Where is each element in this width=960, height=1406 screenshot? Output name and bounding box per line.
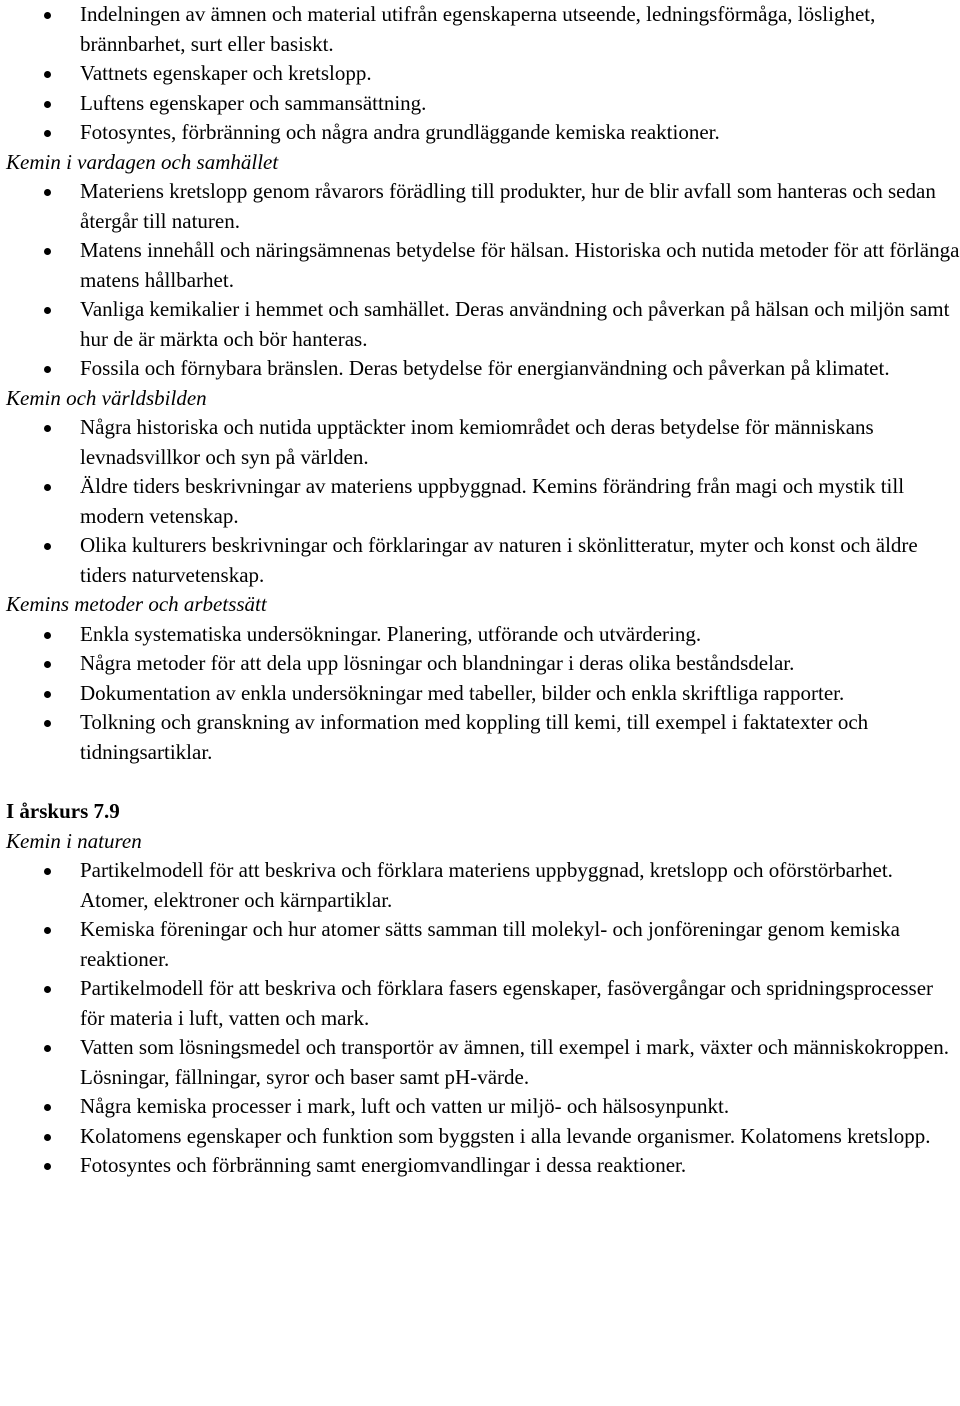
list-item-text: Tolkning och granskning av information med koppling till kemi, till exempel i faktatexter och tidningsartiklar.: [80, 710, 869, 764]
list-item: [6, 0, 960, 59]
bullet-icon: [44, 101, 51, 108]
list-item: [6, 708, 960, 767]
bullet-icon: [44, 484, 51, 491]
section-heading: Kemin i vardagen och samhället: [6, 149, 279, 174]
section-heading: Kemins metoder och arbetssätt: [6, 592, 267, 616]
bullet-icon: [44, 71, 51, 78]
list-item: [6, 472, 960, 531]
bullet-icon: [44, 632, 51, 639]
list-item-text: Fossila och förnybara bränslen. Deras betydelse för energianvändning och påverkan på klimatet.: [80, 356, 890, 380]
list-item-text: Äldre tiders beskrivningar av materiens uppbyggnad. Kemins förändring från magi och mystik till modern vetenskap.: [80, 474, 905, 528]
list-item-text: Några kemiska processer i mark, luft och vatten ur miljö- och hälsosynpunkt.: [80, 1094, 730, 1118]
list-item-text: Vattnets egenskaper och kretslopp.: [80, 61, 372, 85]
bullet-icon: [44, 1134, 51, 1141]
list-item-text: Kolatomens egenskaper och funktion som byggsten i alla levande organismer. Kolatomens kretslopp.: [80, 1123, 931, 1148]
bullet-list: [6, 620, 960, 768]
list-item: [6, 915, 960, 974]
list-item: [6, 531, 960, 590]
bullet-icon: [44, 307, 51, 314]
list-item: [6, 1092, 960, 1122]
bullet-icon: [44, 248, 51, 255]
list-item: [6, 679, 960, 709]
list-item: [6, 354, 960, 384]
bullet-icon: [44, 366, 51, 373]
list-item-text: Fotosyntes och förbränning samt energiomvandlingar i dessa reaktioner.: [80, 1153, 687, 1177]
bullet-list: [6, 177, 960, 384]
list-item: [6, 413, 960, 472]
list-item-text: Materiens kretslopp genom råvarors förädling till produkter, hur de blir avfall som hanteras och sedan återgår till naturen.: [80, 179, 936, 233]
list-item-text: Vanliga kemikalier i hemmet och samhället. Deras användning och påverkan på hälsan och miljön samt hur de är märkta och bör hanteras.: [80, 297, 950, 351]
list-item-text: Olika kulturers beskrivningar och förklaringar av naturen i skönlitteratur, myter och konst och äldre tiders naturvetenskap.: [80, 533, 918, 587]
bullet-icon: [44, 189, 51, 196]
list-item-text: Partikelmodell för att beskriva och förklara fasers egenskaper, fasövergångar och spridningsprocesser för materia i luft, vatten och mark.: [80, 976, 934, 1030]
bullet-icon: [44, 927, 51, 934]
list-item: [6, 974, 960, 1033]
list-item: [6, 177, 960, 236]
bullet-icon: [44, 868, 51, 875]
list-item: [6, 1151, 960, 1181]
list-item: [6, 649, 960, 679]
list-item-text: Enkla systematiska undersökningar. Planering, utförande och utvärdering.: [80, 621, 702, 646]
section-heading: Kemin och världsbilden: [6, 385, 207, 410]
list-item: [6, 236, 960, 295]
bullet-list: [6, 856, 960, 1181]
bullet-icon: [44, 1163, 51, 1170]
list-item: [6, 620, 960, 650]
list-item-text: Luftens egenskaper och sammansättning.: [80, 90, 427, 115]
grade-heading: I årskurs 7.9: [6, 799, 120, 823]
list-item: [6, 856, 960, 915]
bullet-icon: [44, 661, 51, 668]
list-item-text: Matens innehåll och näringsämnenas betydelse för hälsan. Historiska och nutida metoder för att förlänga matens hållbarhet.: [80, 238, 960, 292]
bullet-icon: [44, 130, 51, 137]
list-item: [6, 59, 960, 89]
bullet-icon: [44, 1045, 51, 1052]
bullet-icon: [44, 12, 51, 19]
bullet-icon: [44, 986, 51, 993]
list-item: [6, 89, 960, 119]
list-item: [6, 1122, 960, 1152]
list-item-text: Kemiska föreningar och hur atomer sätts samman till molekyl- och jonföreningar genom kemiska reaktioner.: [80, 917, 900, 971]
list-item-text: Några historiska och nutida upptäckter inom kemiområdet och deras betydelse för människans levnadsvillkor och syn på världen.: [80, 415, 874, 469]
bullet-icon: [44, 691, 51, 698]
list-item-text: Några metoder för att dela upp lösningar och blandningar i deras olika beståndsdelar.: [80, 651, 795, 675]
list-item-text: Fotosyntes, förbränning och några andra grundläggande kemiska reaktioner.: [80, 120, 720, 144]
list-item-text: Vatten som lösningsmedel och transportör av ämnen, till exempel i mark, växter och människokroppen. Lösningar, fällningar, syror och baser samt pH-värde.: [80, 1035, 949, 1089]
list-item-text: Indelningen av ämnen och material utifrån egenskaperna utseende, ledningsförmåga, löslighet, brännbarhet, surt eller basiskt.: [80, 2, 876, 56]
list-item-text: Partikelmodell för att beskriva och förklara materiens uppbyggnad, kretslopp och oförstörbarhet. Atomer, elektroner och kärnpartiklar.: [80, 858, 893, 912]
list-item: [6, 295, 960, 354]
document-page: [6, 0, 960, 1181]
list-item: [6, 118, 960, 148]
bullet-icon: [44, 543, 51, 550]
bullet-list: [6, 413, 960, 590]
bullet-list: [6, 0, 960, 148]
list-item-text: Dokumentation av enkla undersökningar med tabeller, bilder och enkla skriftliga rapporter.: [80, 680, 845, 705]
section-heading: Kemin i naturen: [6, 828, 142, 853]
list-item: [6, 1033, 960, 1092]
bullet-icon: [44, 1104, 51, 1111]
bullet-icon: [44, 425, 51, 432]
bullet-icon: [44, 720, 51, 727]
